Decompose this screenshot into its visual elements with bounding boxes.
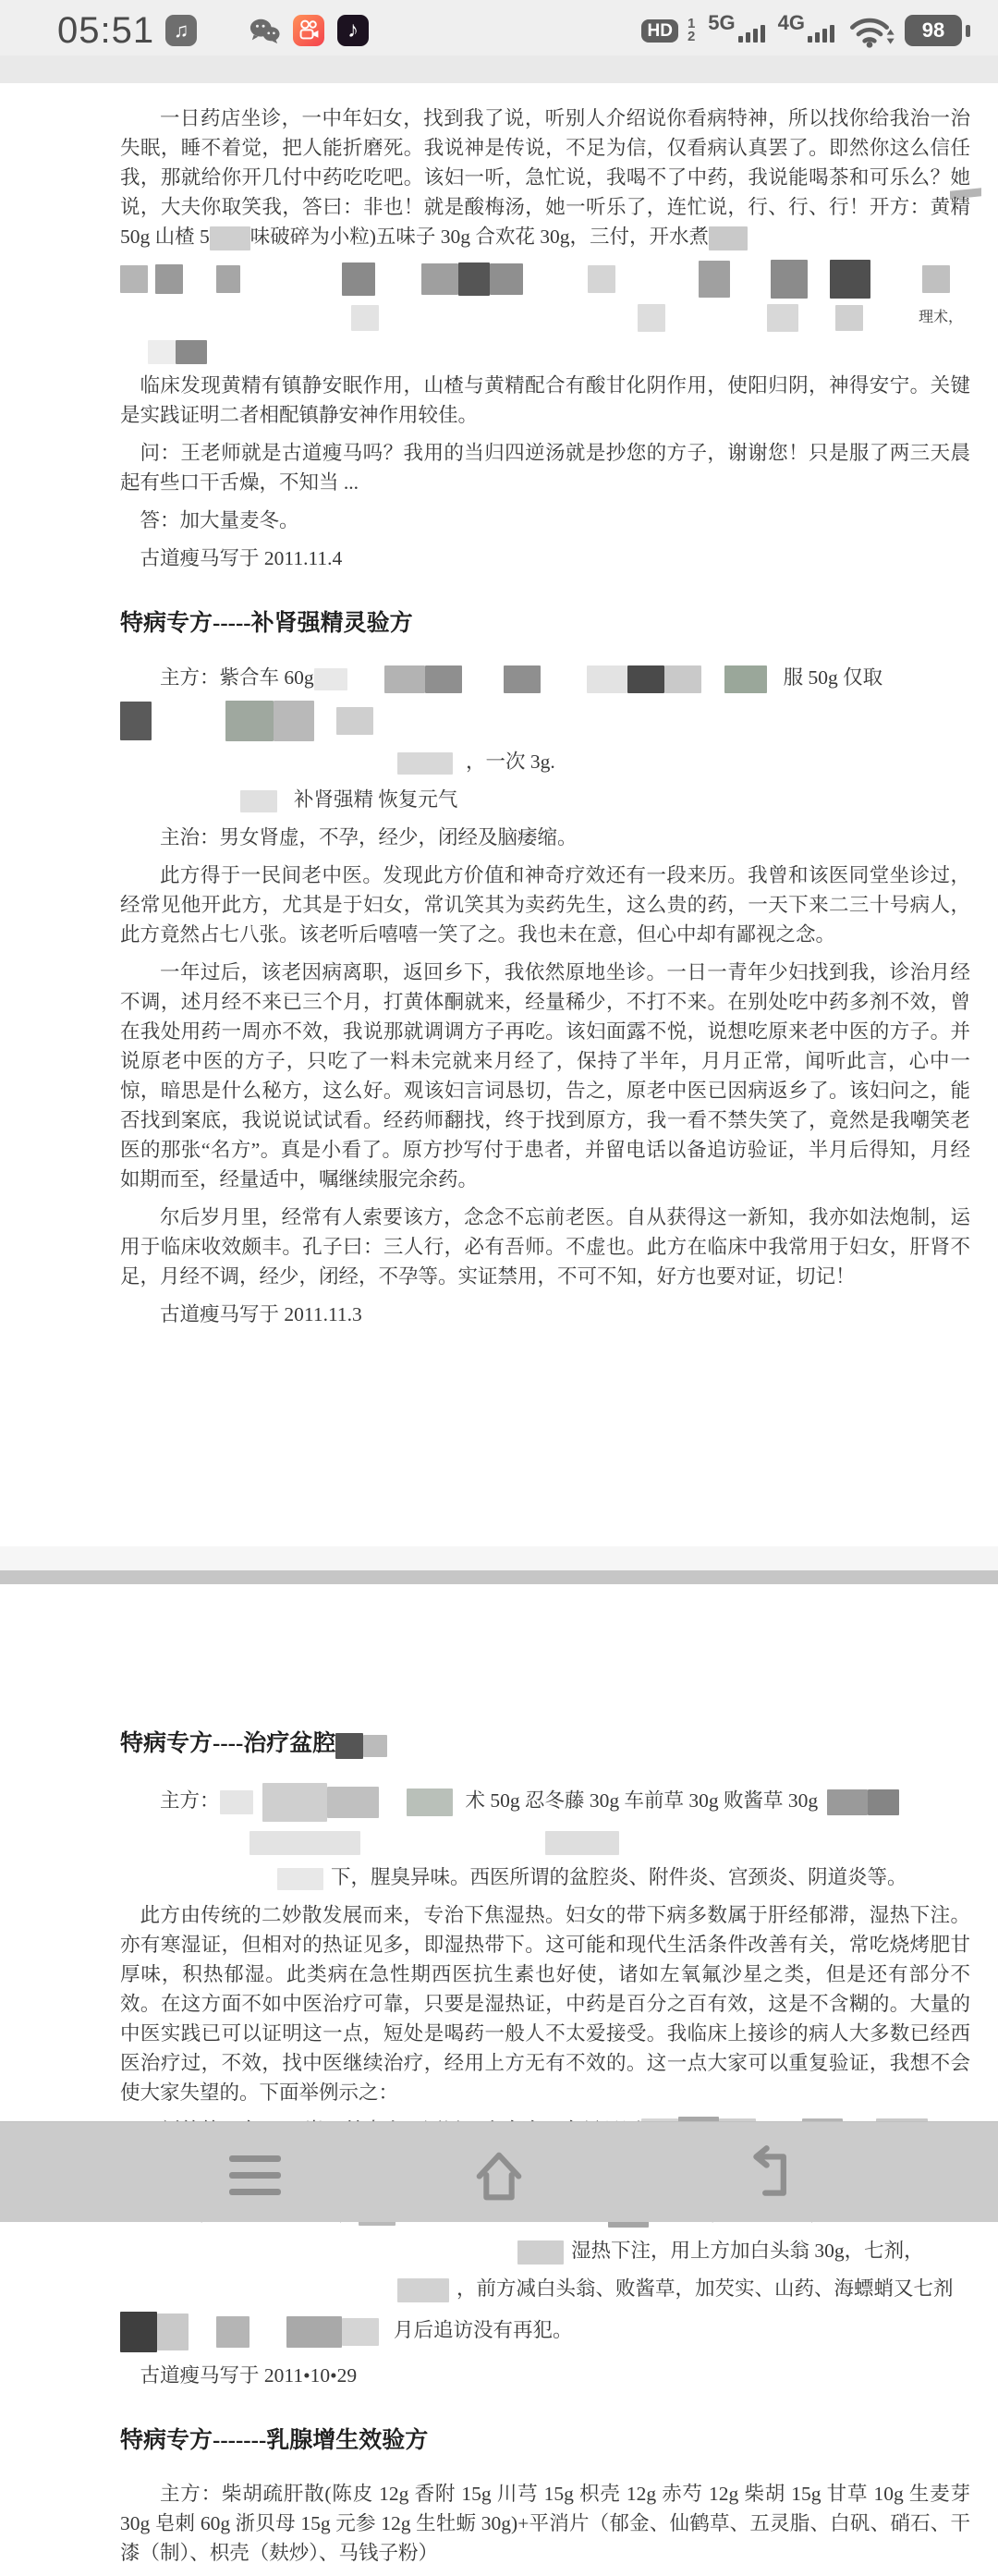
- blank-gap: [615, 282, 699, 283]
- blank-gap: [120, 1846, 250, 1847]
- text-run: 问：王老师就是古道瘦马吗？我用的当归四逆汤就是抄您的方子，谢谢您！只是服了两三天晨起有些口干舌燥，不知当 ...: [120, 442, 970, 494]
- redacted-text-block: [351, 305, 379, 331]
- redacted-text-block: [504, 665, 541, 693]
- page-bottom-space: [120, 1337, 970, 1546]
- blank-gap: [323, 1883, 331, 1884]
- case-line: [120, 2312, 970, 2352]
- redacted-text-block: [421, 263, 458, 295]
- blank-gap: [767, 683, 784, 684]
- blank-gap: [250, 2336, 286, 2337]
- redacted-text-block: [277, 1868, 323, 1890]
- battery-icon: 98: [905, 15, 962, 46]
- text-run: 术 50g 忍冬藤 30g 车前草 30g 败酱草 30g: [465, 1789, 819, 1812]
- blank-gap: [360, 1846, 545, 1847]
- menu-icon: [225, 2144, 286, 2205]
- page-divider: [0, 1570, 998, 1584]
- redacted-text-block: [922, 265, 950, 293]
- blank-gap: [798, 321, 835, 322]
- blank-gap: [120, 2294, 397, 2295]
- status-bar: [0, 0, 998, 55]
- blank-gap: [701, 683, 724, 684]
- redacted-text-block: [384, 665, 425, 693]
- home-icon: [464, 2140, 534, 2210]
- signal-4g: [777, 11, 834, 43]
- music-app-icon: ♫: [165, 15, 197, 46]
- symptoms-line: [120, 1862, 970, 1892]
- redacted-text-block: [724, 665, 767, 693]
- page-gap-light: [0, 1546, 998, 1570]
- redacted-text-block: [225, 701, 274, 741]
- battery-nub: [966, 25, 970, 37]
- paragraph-discussion: [120, 1900, 970, 2107]
- text-run: 主方：紫合车 60g: [160, 666, 314, 690]
- signal-5g: [708, 11, 764, 43]
- network-type-label: 4G: [777, 11, 805, 34]
- redacted-text-block: [407, 1789, 453, 1816]
- redacted-text-block: [148, 340, 176, 364]
- formula-line: [120, 662, 970, 693]
- text-run: 古道瘦马写于 2011.11.3: [160, 1303, 362, 1326]
- redacted-text-block: [327, 1787, 379, 1818]
- redacted-text-block: [314, 668, 347, 690]
- redacted-text-block: [176, 340, 207, 364]
- text-run: 此方得于一民间老中医。发现此方价值和神奇疗效还有一段来历。我曾和该医同堂坐诊过，经常见他开此方，尤其是于妇女，常讥笑其为卖药先生，这么贵的药，一天下来二三十号病人，此方竟然占七八张。该老听后嘻嘻一笑了之。我也未在意，但心中却有鄙视之念。: [120, 864, 970, 946]
- redacted-text-block: [336, 707, 373, 735]
- blank-gap: [120, 2256, 517, 2257]
- formula-paragraph: [120, 2479, 970, 2568]
- page-1: [120, 104, 970, 1693]
- text-run: 特病专方-------乳腺增生效验方: [120, 2427, 429, 2453]
- blank-gap: [120, 1883, 277, 1884]
- home-button[interactable]: [463, 2139, 535, 2211]
- redacted-text-block: [363, 1735, 387, 1757]
- blank-gap: [870, 282, 922, 283]
- redacted-text-block: [771, 260, 808, 299]
- tiktok-icon: ♪: [337, 15, 369, 46]
- wechat-icon: [249, 15, 280, 46]
- signature-date: [120, 1300, 970, 1329]
- redacted-text-block: [709, 226, 748, 250]
- signal-bars-icon: [808, 25, 834, 43]
- redacted-text-block: [262, 1783, 327, 1822]
- redacted-text-block: [664, 665, 701, 693]
- signature-date: [120, 543, 970, 573]
- redacted-text-block: [490, 263, 523, 295]
- blank-gap: [449, 2294, 456, 2295]
- text-run: 主方：柴胡疏肝散(陈皮 12g 香附 15g 川芎 15g 枳壳 12g 赤芍 12g 柴胡 15g 甘草 10g 生麦芽 30g 皂刺 60g 浙贝母 15g 元参 12g 生牡蛎 30g)+平消片（郁金、仙鹤草、五灵脂、白矾、硝石、干漆（制）、枳壳（麸炒）、马钱子粉）: [120, 2482, 970, 2564]
- blank-gap: [240, 282, 342, 283]
- redacted-row: [120, 337, 970, 365]
- blank-gap: [665, 321, 767, 322]
- blank-gap: [375, 282, 421, 283]
- redacted-text-block: [827, 1789, 868, 1815]
- signal-bars-icon: [738, 25, 765, 43]
- text-run: 主方：: [160, 1789, 220, 1812]
- navigation-bar: [0, 2121, 998, 2222]
- redacted-text-block: [210, 226, 250, 250]
- redacted-text-block: [835, 305, 863, 331]
- menu-button[interactable]: [220, 2139, 292, 2211]
- text-run: 月后追访没有再犯。: [394, 2318, 573, 2341]
- blank-gap: [120, 805, 240, 806]
- blank-gap: [347, 683, 384, 684]
- redacted-row: [120, 1829, 970, 1857]
- case-line: [120, 2236, 970, 2265]
- text-run: 理术，: [919, 310, 964, 325]
- redacted-text-block: [286, 2316, 342, 2348]
- redacted-text-block: [157, 2314, 189, 2350]
- paragraph-story-reflection: [120, 1203, 970, 1291]
- viewer-gap-strip: [0, 55, 998, 83]
- formula-line: [120, 1783, 970, 1822]
- blank-gap: [379, 2336, 394, 2337]
- blank-gap: [152, 724, 225, 725]
- dosage-line: [120, 747, 970, 776]
- redacted-text-block: [120, 265, 148, 293]
- back-button[interactable]: [732, 2139, 804, 2211]
- text-run: 下，腥臭异味。西医所谓的盆腔炎、附件炎、宫颈炎、阴道炎等。: [331, 1865, 907, 1888]
- paragraph-clinical-note: [120, 371, 970, 430]
- text-run: 古道瘦马写于 2011•10•29: [140, 2363, 358, 2387]
- redacted-text-block: [767, 304, 798, 332]
- blank-gap: [453, 1806, 466, 1807]
- sim-slot-indicator: [688, 18, 695, 43]
- text-run: 特病专方----治疗盆腔: [120, 1731, 336, 1757]
- blank-gap: [314, 724, 336, 725]
- redacted-text-block: [517, 2240, 564, 2265]
- text-run: 服 50g 仅取: [783, 666, 883, 690]
- wifi-icon: [847, 12, 895, 49]
- redacted-row: [120, 304, 970, 332]
- redacted-text-block: [699, 261, 730, 298]
- redacted-text-block: [120, 2312, 157, 2352]
- text-run: 此方由传统的二妙散发展而来，专治下焦湿热。妇女的带下病多数属于肝经郁滞，湿热下注。亦有寒湿证，但相对的热证见多，即湿热带下。这可能和现代生活条件改善有关，常吃烧烤肥甘厚味，积热郁湿。此类病在急性期西医抗生素也好使，诸如左氧氟沙星之类，但是还有部分不效。在这方面不如中医治疗可靠，只要是湿热证，中药是百分之百有效，这是不含糊的。大量的中医实践已可以证明这一点，短处是喝药一般人不太爱接受。我临床上接诊的病人大多数已经西医治疗过，不效，找中医继续治疗，经用上方无有不效的。这一点大家可以重复验证，我想不会使大家失望的。下面举例示之：: [120, 1903, 970, 2104]
- blank-gap: [564, 2256, 571, 2257]
- redacted-text-block: [397, 2278, 449, 2302]
- text-run: 答：加大量麦冬。: [140, 509, 299, 532]
- redacted-text-block: [216, 2316, 250, 2348]
- redacted-row: [120, 701, 970, 741]
- redacted-text-block: [240, 790, 277, 812]
- paragraph-answer: [120, 506, 970, 535]
- blank-gap: [120, 354, 148, 355]
- redacted-text-block: [397, 752, 453, 775]
- blank-gap: [379, 1806, 407, 1807]
- redacted-text-block: [335, 1733, 363, 1759]
- redacted-text-block: [588, 265, 615, 293]
- blank-gap: [453, 767, 466, 768]
- text-run: 主治：男女肾虚，不孕，经少，闭经及脑痿缩。: [160, 826, 578, 849]
- blank-gap: [277, 805, 294, 806]
- blank-gap: [863, 321, 919, 322]
- page-top-space: [120, 1584, 970, 1693]
- text-run: 味破碎为小粒)五味子 30g 合欢花 30g，三付，开水煮: [250, 226, 710, 248]
- text-run: 补肾强精 恢复元气: [294, 788, 458, 812]
- blank-gap: [523, 282, 588, 283]
- redacted-row: [120, 260, 970, 299]
- redacted-text-block: [342, 2318, 379, 2346]
- kuaishou-icon: [293, 15, 324, 46]
- text-run: ，前方减白头翁、败酱草，加芡实、山药、海螵蛸又七剂: [456, 2277, 954, 2300]
- redacted-text-block: [587, 665, 627, 693]
- text-run: 湿热下注，用上方加白头翁 30g，七剂，: [571, 2239, 924, 2262]
- hd-badge: HD: [641, 19, 677, 43]
- text-run: 特病专方-----补肾强精灵验方: [120, 611, 413, 637]
- blank-gap: [462, 683, 504, 684]
- text-run: 临床发现黄精有镇静安眠作用，山楂与黄精配合有酸甘化阴作用，使阳归阴，神得安宁。关键是实践证明二者相配镇静安神作用较佳。: [120, 374, 970, 427]
- redacted-text-block: [627, 665, 664, 693]
- redacted-text-block: [425, 665, 462, 693]
- redacted-text-block: [868, 1789, 899, 1815]
- indications-line: [120, 823, 970, 852]
- redacted-text-block: [545, 1831, 619, 1855]
- sim2-label: 2: [687, 29, 696, 44]
- redacted-text-block: [120, 702, 152, 740]
- blank-gap: [253, 1806, 262, 1807]
- redacted-text-block: [458, 262, 490, 296]
- text-run: ，一次 3g.: [466, 751, 555, 774]
- blank-gap: [189, 2336, 216, 2337]
- redacted-text-block: [274, 701, 314, 741]
- back-icon: [736, 2143, 800, 2207]
- blank-gap: [818, 1806, 827, 1807]
- blank-gap: [148, 282, 155, 283]
- blank-gap: [120, 321, 351, 322]
- paragraph-question: [120, 438, 970, 497]
- text-run: 一日药店坐诊，一中年妇女，找到我了说，听别人介绍说你看病特神，所以找你给我治一治失眠，睡不着觉，把人能折磨死。我说神是传说，不足为信，仅看病认真罢了。即然你这么信任我，那就给你开几付中药吃吃吧。该妇一听，急忙说，我喝不了中药，我说能喝茶和可乐么？她说，大夫你取笑我，答曰：非也！就是酸梅汤，她一听乐了，连忙说，行、行、行！开方：黄精 50g 山楂 5: [120, 107, 970, 248]
- blank-gap: [183, 282, 216, 283]
- blank-gap: [541, 683, 587, 684]
- redacted-text-block: [342, 262, 375, 296]
- text-run: 一年过后，该老因病离职，返回乡下，我依然原地坐诊。一日一青年少妇找到我，诊治月经不调，述月经不来已三个月，打黄体酮就来，经量稀少，不打不来。在别处吃中药多剂不效，曾在我处用药一周亦不效，我说那就调调方子再吃。该妇面露不悦，说想吃原来老中医的方子。并说原老中医的方子，只吃了一料未完就来月经了，保持了半年，月月正常，闻听此言，心中一惊，暗思是什么秘方，这么好。观该妇言词恳切，告之，原老中医已因病返乡了。该妇问之，能否找到案底，我说说试试看。经药师翻找，终于找到原方，我一看不禁失笑了，竟然是我嘲笑老医的那张“名方”。真是小看了。原方抄写付于患者，并留电话以备追访验证，半月后得知，月经如期而至，经量适中，嘱继续服完余药。: [120, 961, 970, 1191]
- section-heading-kidney: [120, 610, 970, 638]
- redacted-text-block: [250, 1831, 360, 1855]
- function-line: [120, 785, 970, 814]
- sim1-label: 1: [687, 16, 696, 31]
- blank-gap: [379, 321, 638, 322]
- text-run: 尔后岁月里，经常有人索要该方，念念不忘前老医。自从获得这一新知，我亦如法炮制，运用于临床收效颇丰。孔子曰：三人行，必有吾师。不虚也。此方在临床中我常用于妇女，肝肾不足，月经不调，经少，闭经，不孕等。实证禁用，不可不知，好方也要对证，切记！: [120, 1206, 970, 1288]
- blank-gap: [120, 767, 397, 768]
- text-run: 古道瘦马写于 2011.11.4: [140, 547, 343, 570]
- paragraph-consult-story: [120, 104, 970, 251]
- section-heading-pelvic: [120, 1730, 970, 1758]
- paragraph-story-origin: [120, 861, 970, 949]
- blank-gap: [730, 282, 771, 283]
- redacted-text-block: [830, 260, 870, 299]
- paragraph-story-case: [120, 958, 970, 1194]
- network-type-label: 5G: [708, 11, 736, 34]
- blank-gap: [808, 282, 830, 283]
- redacted-text-block: [155, 264, 183, 294]
- redacted-text-block: [216, 265, 240, 293]
- case-line: [120, 2274, 970, 2303]
- clock: 05:51: [57, 9, 155, 51]
- section-heading-breast: [120, 2427, 970, 2455]
- redacted-text-block: [220, 1790, 253, 1814]
- signature-date: [120, 2361, 970, 2390]
- redacted-text-block: [638, 304, 665, 332]
